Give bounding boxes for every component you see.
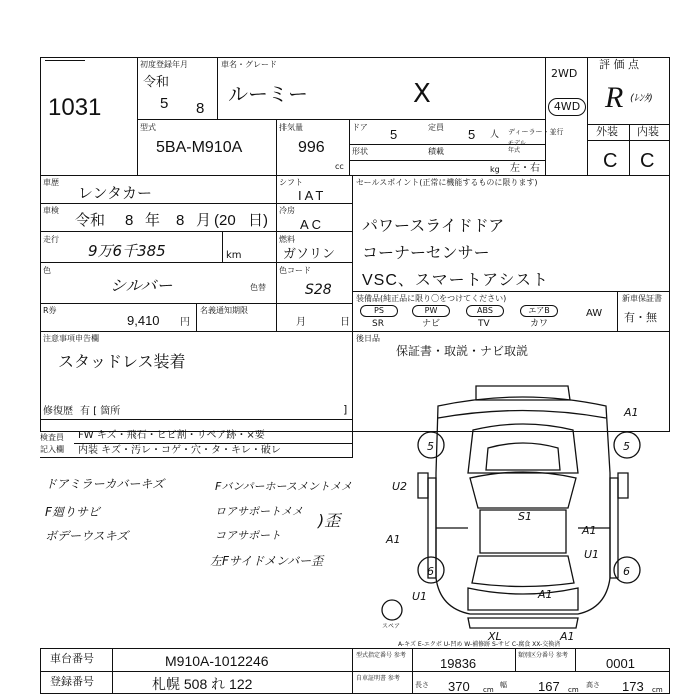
interior-label: 内装	[637, 125, 659, 138]
history-value: レンタカー	[78, 185, 153, 202]
height-unit: cm	[652, 686, 663, 694]
drive-2wd: 2WD	[551, 67, 578, 80]
mark-u1-left: U1	[412, 590, 428, 603]
score-note: (ﾚﾝﾀ)	[630, 93, 653, 104]
reg-year: 5	[160, 95, 169, 112]
mark-6-left: 6	[427, 565, 434, 578]
selling-point-3: VSC、スマートアシスト	[362, 272, 549, 289]
inspection-month: 8	[176, 212, 185, 229]
mark-a1-front: A1	[624, 406, 639, 419]
hand-note-3: ボデーウスキズ	[45, 529, 129, 543]
selling-points-label: セールスポイント(正常に機能するものに限ります)	[356, 178, 538, 187]
hand-note-6: コアサポート	[215, 529, 281, 542]
spare-label: スペア	[382, 623, 401, 630]
length-label: 長さ	[415, 681, 429, 689]
mark-5-left: 5	[427, 440, 434, 453]
color-label: 色	[43, 266, 51, 275]
type-no-label: 型式指定番号 参考	[356, 652, 406, 659]
exterior-label: 外装	[596, 125, 618, 138]
load-label: 積載	[428, 147, 444, 156]
inspection-day: (20	[214, 212, 236, 229]
car-name: ルーミー	[228, 82, 308, 106]
capacity-label: 定員	[428, 123, 444, 132]
later-label: 後日品	[356, 334, 380, 343]
hand-note-7: 左Fサイドメンバー歪	[210, 554, 324, 568]
height-label: 高さ	[586, 681, 600, 689]
equip-leather: カワ	[530, 319, 549, 329]
width: 167	[538, 679, 560, 694]
dim-label: 自車証明書 参考	[356, 675, 400, 682]
color-code-label: 色コード	[279, 266, 311, 275]
equip-abs: ABS	[466, 305, 504, 317]
score-label: 評 価 点	[599, 58, 639, 71]
kg-unit: kg	[490, 165, 500, 174]
exterior-grade: C	[603, 150, 618, 172]
reg-no-label: 登録番号	[50, 675, 94, 688]
recycle-amount: 9,410	[127, 313, 160, 328]
length-unit: cm	[483, 686, 494, 694]
reg-era: 令和	[143, 74, 170, 89]
bracket-end: ]	[343, 403, 348, 416]
notes-label: 注意事項申告欄	[43, 334, 99, 343]
score-value: R	[605, 81, 624, 114]
equip-pw: PW	[412, 305, 450, 317]
year-unit: 年	[145, 212, 161, 229]
mark-u2: U2	[392, 480, 408, 493]
hand-note-8: )歪	[318, 511, 341, 530]
tax-month: 月	[296, 317, 306, 328]
ac: AC	[300, 217, 325, 232]
mileage: 9万6千385	[88, 242, 166, 260]
displacement-label: 排気量	[279, 123, 303, 132]
equip-tv: TV	[478, 319, 490, 329]
mark-u1-right: U1	[584, 548, 600, 561]
color-code: S28	[305, 282, 332, 298]
type-no: 19836	[440, 656, 477, 671]
hand-note-1: ドアミラーカバーキズ	[45, 477, 165, 491]
equipment-label: 装備品(純正品に限り〇をつけてください)	[356, 294, 507, 303]
chassis-number: M910A-1012246	[165, 653, 269, 669]
mark-s1: S1	[518, 510, 532, 523]
later-value: 保証書・取説・ナビ取説	[396, 344, 529, 358]
model-year-label: 年式	[508, 147, 521, 154]
drive-4wd-circled	[548, 98, 586, 116]
door-label: ドア	[352, 123, 368, 132]
km-unit: km	[226, 250, 242, 261]
equip-aw: AW	[586, 308, 603, 319]
mark-a1-rear: A1	[538, 588, 553, 601]
capacity: 5	[468, 127, 476, 142]
hand-note-5: ロアサポートメメ	[215, 505, 303, 518]
selling-point-1: パワースライドドア	[362, 218, 505, 235]
width-label: 幅	[500, 681, 507, 689]
reg-month: 8	[196, 100, 205, 117]
repair-value: 有 [ 箇所	[80, 406, 121, 417]
inspector-line-2: 内装 キズ・汚レ・コゲ・穴・タ・キレ・破レ	[78, 445, 281, 456]
mark-a1-right: A1	[582, 524, 597, 537]
mileage-label: 走行	[43, 235, 59, 244]
doors: 5	[390, 127, 398, 142]
inspector-label-2: 記入欄	[40, 445, 64, 454]
inspection-year: 8	[125, 212, 134, 229]
shift-label: シフト	[279, 178, 303, 187]
hand-note-2: F廻りサビ	[45, 505, 100, 519]
recycle-label: R券	[43, 306, 57, 315]
interior-grade: C	[640, 150, 655, 172]
inspector-line-1: FW キズ・飛石・ヒビ割・リペア跡・×要	[78, 430, 265, 441]
shift: IAT	[298, 188, 327, 203]
day-unit: 日)	[248, 212, 268, 229]
mark-a1-bottom: A1	[560, 630, 575, 640]
drive-4wd: 4WD	[553, 100, 581, 113]
equip-ps: PS	[360, 305, 398, 317]
mark-6-right: 6	[623, 565, 630, 578]
car-grade-label: 車名・グレード	[221, 60, 277, 69]
length: 370	[448, 679, 470, 694]
tax-label: 名義通知期限	[200, 306, 248, 315]
width-unit: cm	[568, 686, 579, 694]
model-code: 5BA-M910A	[156, 139, 243, 156]
model-label: 型式	[140, 123, 156, 132]
warranty-value: 有・無	[624, 311, 657, 324]
category-label: 類別区分番号 参考	[518, 652, 568, 659]
displacement: 996	[298, 139, 325, 156]
inspection-label: 車検	[43, 206, 59, 215]
lot-number: 1031	[48, 94, 102, 121]
color-swap-label: 色替	[250, 283, 266, 292]
new-warranty-label: 新車保証書	[622, 294, 662, 303]
fuel: ガソリン	[283, 246, 336, 261]
reg-no: 札幌 508 れ 122	[152, 676, 253, 692]
ac-label: 冷房	[279, 206, 295, 215]
dealer-label: ディーラー・並行	[508, 128, 564, 136]
capacity-unit: 人	[490, 130, 500, 140]
equip-airbag: エアB	[520, 305, 558, 317]
history-label: 車歴	[43, 178, 59, 187]
yen-unit: 円	[180, 317, 190, 328]
repair-label: 修復歴	[43, 406, 73, 417]
shape-label: 形状	[352, 147, 368, 156]
car-grade: X	[413, 79, 431, 109]
mark-5-right: 5	[623, 440, 630, 453]
top-dash	[45, 60, 85, 61]
first-reg-label: 初度登録年月	[140, 60, 188, 69]
category: 0001	[606, 656, 635, 671]
equip-navi: ナビ	[422, 319, 441, 329]
inspection-era: 令和	[75, 212, 106, 229]
tax-day: 日	[340, 317, 350, 328]
inspector-label-1: 検査員	[40, 433, 64, 442]
mark-a1-left: A1	[386, 533, 401, 546]
notes-value: スタッドレス装着	[58, 354, 186, 371]
car-damage-diagram	[378, 378, 670, 640]
mark-xl: XL	[488, 630, 502, 640]
cc-unit: cc	[335, 162, 344, 171]
height: 173	[622, 679, 644, 694]
fuel-label: 燃料	[279, 235, 295, 244]
chassis-label: 車台番号	[50, 652, 94, 665]
handle: 左・右	[510, 163, 540, 174]
month-unit: 月	[196, 212, 212, 229]
selling-point-2: コーナーセンサー	[362, 245, 490, 262]
diagram-legend: A-キズ E-エクボ U-凹め W-補修跡 S-サビ C-腐食 XX-交換済	[398, 641, 561, 648]
hand-note-4: Fバンパーホースメントメメ	[215, 480, 352, 493]
equip-sr: SR	[372, 319, 384, 329]
color: シルバー	[110, 276, 173, 295]
